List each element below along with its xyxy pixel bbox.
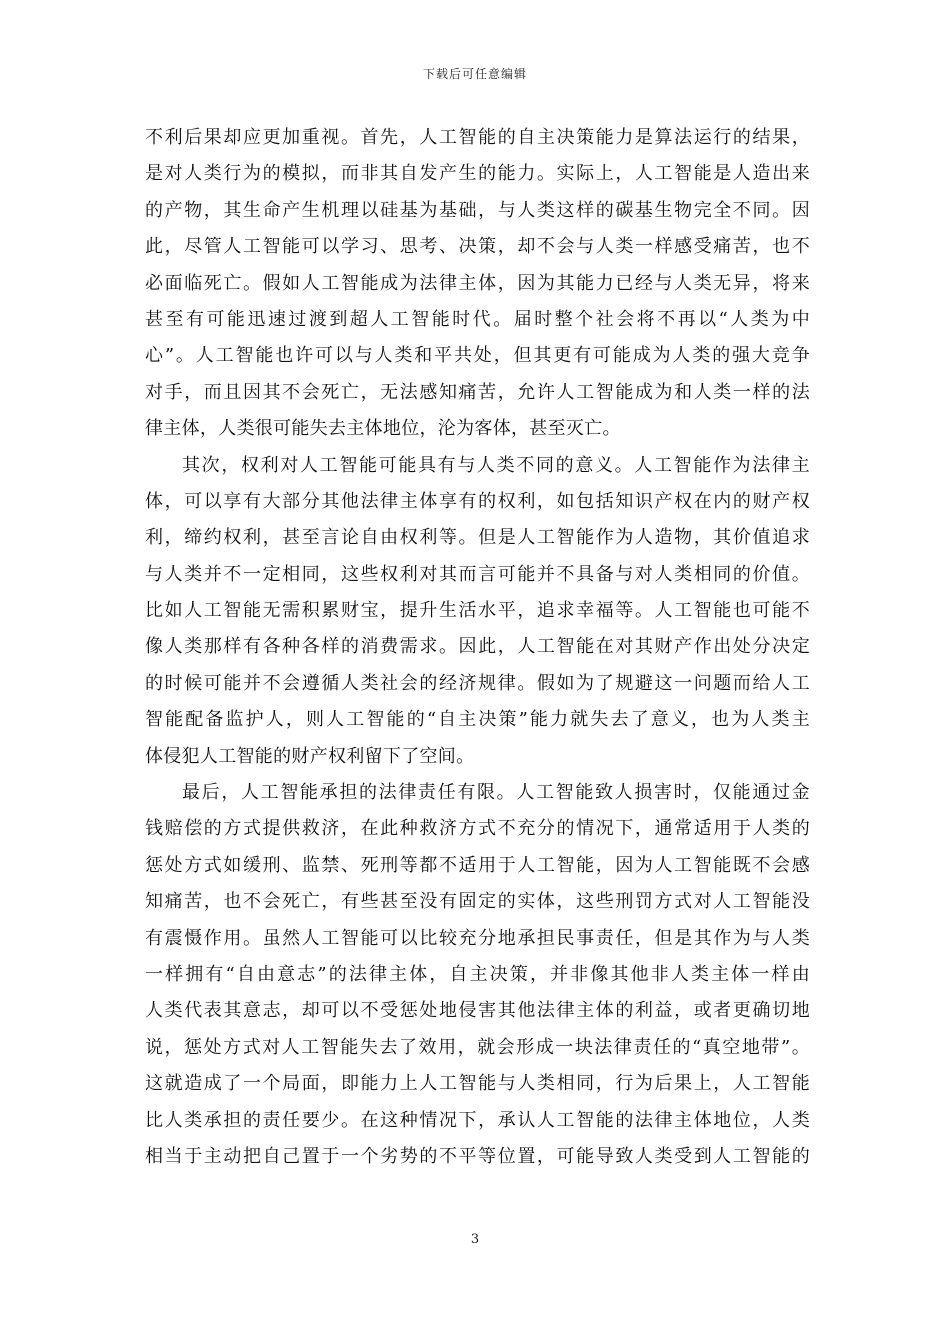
page-header: 下载后可任意编辑 [422, 67, 527, 81]
paragraph-1-line-4: 此，尽管人工智能可以学习、思考、决策，却不会与人类一样感受痛苦，也不 [145, 236, 810, 258]
paragraph-3-line-7: 人类代表其意志，却可以不受惩处地侵害其他法律主体的利益，或者更确切地 [145, 1000, 810, 1022]
paragraph-3-line-4: 知痛苦，也不会死亡，有些甚至没有固定的实体，这些刑罚方式对人工智能没 [145, 891, 810, 913]
paragraph-2-line-5: 比如人工智能无需积累财宝，提升生活水平，追求幸福等。人工智能也可能不 [145, 600, 810, 622]
paragraph-2-line-4: 与人类并不一定相同，这些权利对其而言可能并不具备与对人类相同的价值。 [145, 563, 810, 585]
paragraph-2-line-6: 像人类那样有各种各样的消费需求。因此，人工智能在对其财产作出处分决定 [145, 636, 810, 658]
paragraph-2-line-1: 其次，权利对人工智能可能具有与人类不同的意义。人工智能作为法律主 [182, 454, 810, 476]
paragraph-3-line-10: 比人类承担的责任要少。在这种情况下，承认人工智能的法律主体地位，人类 [145, 1109, 810, 1131]
paragraph-3-line-3: 惩处方式如缓刑、监禁、死刑等都不适用于人工智能，因为人工智能既不会感 [145, 854, 810, 876]
paragraph-3-line-8: 说，惩处方式对人工智能失去了效用，就会形成一块法律责任的“真空地带”。 [145, 1036, 810, 1058]
paragraph-3-line-11: 相当于主动把自己置于一个劣势的不平等位置，可能导致人类受到人工智能的 [145, 1145, 810, 1167]
paragraph-3-line-2: 钱赔偿的方式提供救济，在此种救济方式不充分的情况下，通常适用于人类的 [145, 818, 810, 840]
paragraph-2-line-7: 的时候可能并不会遵循人类社会的经济规律。假如为了规避这一问题而给人工 [145, 672, 810, 694]
paragraph-1-line-2: 是对人类行为的模拟，而非其自发产生的能力。实际上，人工智能是人造出来 [145, 163, 810, 185]
page-number: 3 [470, 1232, 480, 1247]
paragraph-1-line-5: 必面临死亡。假如人工智能成为法律主体，因为其能力已经与人类无异，将来 [145, 272, 810, 294]
paragraph-1-line-1: 不利后果却应更加重视。首先，人工智能的自主决策能力是算法运行的结果， [145, 127, 810, 148]
paragraph-1-line-7: 心”。人工智能也许可以与人类和平共处，但其更有可能成为人类的强大竞争 [145, 345, 810, 367]
paragraph-1-line-9: 律主体，人类很可能失去主体地位，沦为客体，甚至灭亡。 [145, 418, 621, 440]
paragraph-3-line-9: 这就造成了一个局面，即能力上人工智能与人类相同，行为后果上，人工智能 [145, 1073, 810, 1095]
paragraph-1-line-6: 甚至有可能迅速过渡到超人工智能时代。届时整个社会将不再以“人类为中 [145, 308, 810, 330]
document-body [145, 120, 810, 1175]
paragraph-2-line-3: 利，缔约权利，甚至言论自由权利等。但是人工智能作为人造物，其价值追求 [145, 527, 810, 549]
paragraph-2-line-8: 智能配备监护人，则人工智能的“自主决策”能力就失去了意义，也为人类主 [145, 709, 810, 731]
paragraph-3-line-6: 一样拥有“自由意志”的法律主体，自主决策，并非像其他非人类主体一样由 [145, 963, 810, 985]
paragraph-1-line-8: 对手，而且因其不会死亡，无法感知痛苦，允许人工智能成为和人类一样的法 [145, 381, 810, 403]
paragraph-2-line-9: 体侵犯人工智能的财产权利留下了空间。 [145, 745, 475, 767]
paragraph-1-line-3: 的产物，其生命产生机理以硅基为基础，与人类这样的碳基生物完全不同。因 [145, 199, 810, 221]
paragraph-3-line-1: 最后，人工智能承担的法律责任有限。人工智能致人损害时，仅能通过金 [182, 782, 810, 804]
paragraph-3-line-5: 有震慑作用。虽然人工智能可以比较充分地承担民事责任，但是其作为与人类 [145, 927, 810, 949]
paragraph-2-line-2: 体，可以享有大部分其他法律主体享有的权利，如包括知识产权在内的财产权 [145, 490, 810, 512]
